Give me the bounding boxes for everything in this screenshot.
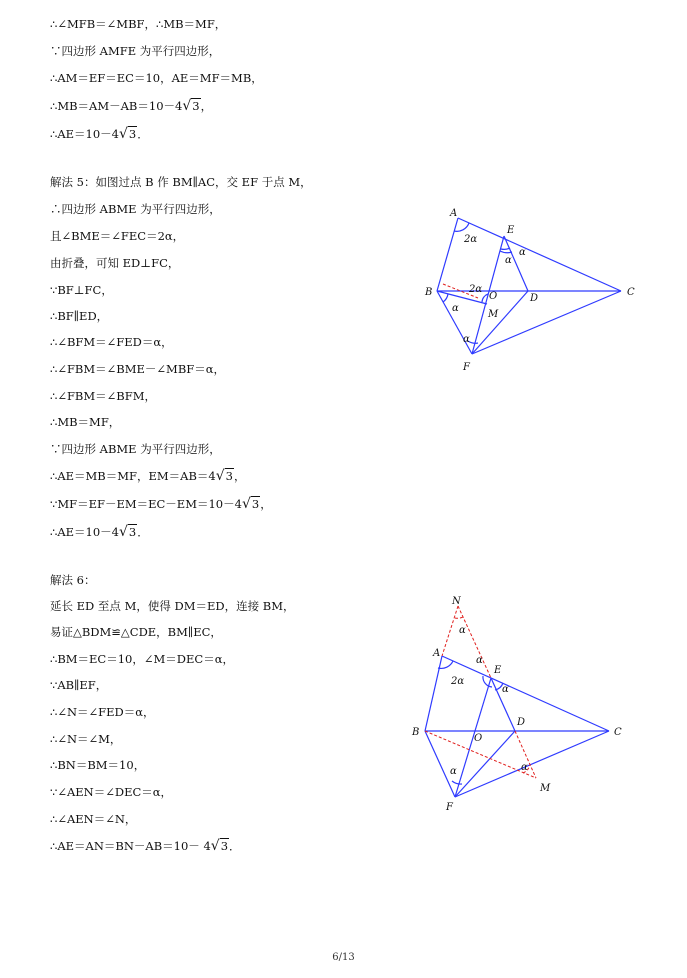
text-line: ∴AM＝EF＝EC＝10，AE＝MF＝MB， — [50, 71, 263, 85]
text-line: ∵BF⊥FC， — [50, 283, 113, 297]
point-label-D: D — [517, 717, 526, 728]
punct: ． — [137, 525, 149, 539]
punct: ， — [200, 99, 213, 113]
sqrt-expression: √3 — [241, 496, 260, 512]
text-line: ∵四边形 ABME 为平行四边形， — [50, 442, 221, 456]
text-line: ∴BM＝EC＝10，∠M＝DEC＝α， — [50, 652, 234, 666]
angle-label: α — [521, 762, 528, 773]
angle-label: α — [463, 334, 470, 345]
radicand: 3 — [192, 99, 200, 113]
text-line: ∴BN＝BM＝10， — [50, 758, 146, 772]
sqrt-expression: √3 — [210, 838, 229, 854]
radicand: 3 — [225, 469, 233, 483]
text-line: ∴BF∥ED， — [50, 309, 109, 323]
text-prefix: ∵MF＝EF－EM＝EC－EM＝10－4 — [50, 497, 242, 511]
segment-FD — [455, 731, 515, 797]
method6-title: 解法 6： — [50, 573, 96, 587]
text-prefix: ∴AE＝10－4 — [50, 525, 119, 539]
point-label-F: F — [446, 802, 453, 813]
dashed-segment-NE — [458, 606, 491, 678]
point-label-O: O — [474, 733, 483, 744]
angle-label: 2α — [469, 284, 483, 295]
angle-label: α — [476, 655, 483, 666]
dashed-segment-NA — [442, 606, 458, 656]
point-label-A: A — [450, 208, 458, 219]
point-label-E: E — [494, 665, 502, 676]
angle-label: α — [450, 766, 457, 777]
sqrt-expression: √3 — [118, 524, 137, 540]
text-line: ∴∠FBM＝∠BFM， — [50, 389, 156, 403]
text-line: ∴∠MFB＝∠MBF，∴MB＝MF， — [50, 17, 227, 31]
punct: ， — [234, 469, 246, 483]
radicand: 3 — [251, 497, 260, 511]
point-label-N: N — [452, 596, 461, 607]
sqrt-expression: √3 — [215, 468, 233, 484]
point-label-A: A — [433, 648, 441, 659]
text-prefix: ∴MB＝AM－AB＝10－4 — [50, 99, 183, 113]
text-line: 且∠BME＝∠FEC＝2α， — [50, 229, 185, 243]
text-line: ∴∠FBM＝∠BME－∠MBF＝α， — [50, 362, 226, 376]
text-line: ∵∠AEN＝∠DEC＝α， — [50, 785, 173, 799]
punct: ． — [229, 839, 241, 853]
sqrt-expression: √3 — [118, 126, 137, 142]
text-line: ∴∠N＝∠M， — [50, 732, 122, 746]
angle-label: 2α — [464, 234, 478, 245]
text-line: ∴MB＝MF， — [50, 415, 121, 429]
point-label-C: C — [614, 727, 622, 738]
point-label-D: D — [530, 293, 539, 304]
point-label-F: F — [463, 362, 470, 373]
angle-arc — [452, 781, 462, 784]
segment-EF — [455, 678, 491, 797]
text-line: 由折叠，可知 ED⊥FC， — [50, 256, 180, 270]
punct: ． — [137, 127, 149, 141]
point-label-B: B — [425, 287, 433, 298]
method5-title: 解法 5：如图过点 B 作 BM∥AC，交 EF 于点 M， — [50, 175, 312, 189]
text-line: 延长 ED 至点 M，使得 DM＝ED，连接 BM， — [50, 599, 295, 613]
text-line: ∴∠N＝∠FED＝α， — [50, 705, 155, 719]
angle-label: α — [505, 255, 512, 266]
point-label-M: M — [540, 783, 551, 794]
text-line: 易证△BDM≌△CDE，BM∥EC， — [50, 625, 222, 639]
text-prefix: ∴AE＝10－4 — [50, 127, 119, 141]
text-line: ∵AB∥EF， — [50, 678, 108, 692]
punct: ， — [260, 497, 272, 511]
radicand: 3 — [128, 525, 137, 539]
angle-label: α — [502, 684, 509, 695]
point-label-E: E — [507, 225, 515, 236]
point-label-C: C — [627, 287, 635, 298]
sqrt-expression: √3 — [182, 98, 200, 114]
point-label-B: B — [412, 727, 420, 738]
point-label-O: O — [489, 291, 498, 302]
text-prefix: ∴AE＝MB＝MF，EM＝AB＝4 — [50, 469, 216, 483]
angle-label: α — [452, 303, 459, 314]
text-prefix: ∴AE＝AN＝BN－AB＝10－ 4 — [50, 839, 211, 853]
angle-label: 2α — [451, 676, 465, 687]
page-number: 6/13 — [332, 952, 355, 963]
segment-AC — [442, 656, 609, 731]
text-line: ∴∠AEN＝∠N， — [50, 812, 137, 826]
text-line: ∵四边形 AMFE 为平行四边形， — [50, 44, 221, 58]
point-label-M: M — [488, 309, 499, 320]
radicand: 3 — [128, 127, 137, 141]
radicand: 3 — [220, 839, 229, 853]
segment-AB — [425, 656, 442, 731]
angle-label: α — [459, 625, 466, 636]
segment-BF — [425, 731, 455, 797]
text-line: ∴四边形 ABME 为平行四边形， — [50, 202, 221, 216]
angle-arc — [455, 617, 463, 618]
angle-label: α — [519, 247, 526, 258]
text-line: ∴∠BFM＝∠FED＝α， — [50, 335, 173, 349]
